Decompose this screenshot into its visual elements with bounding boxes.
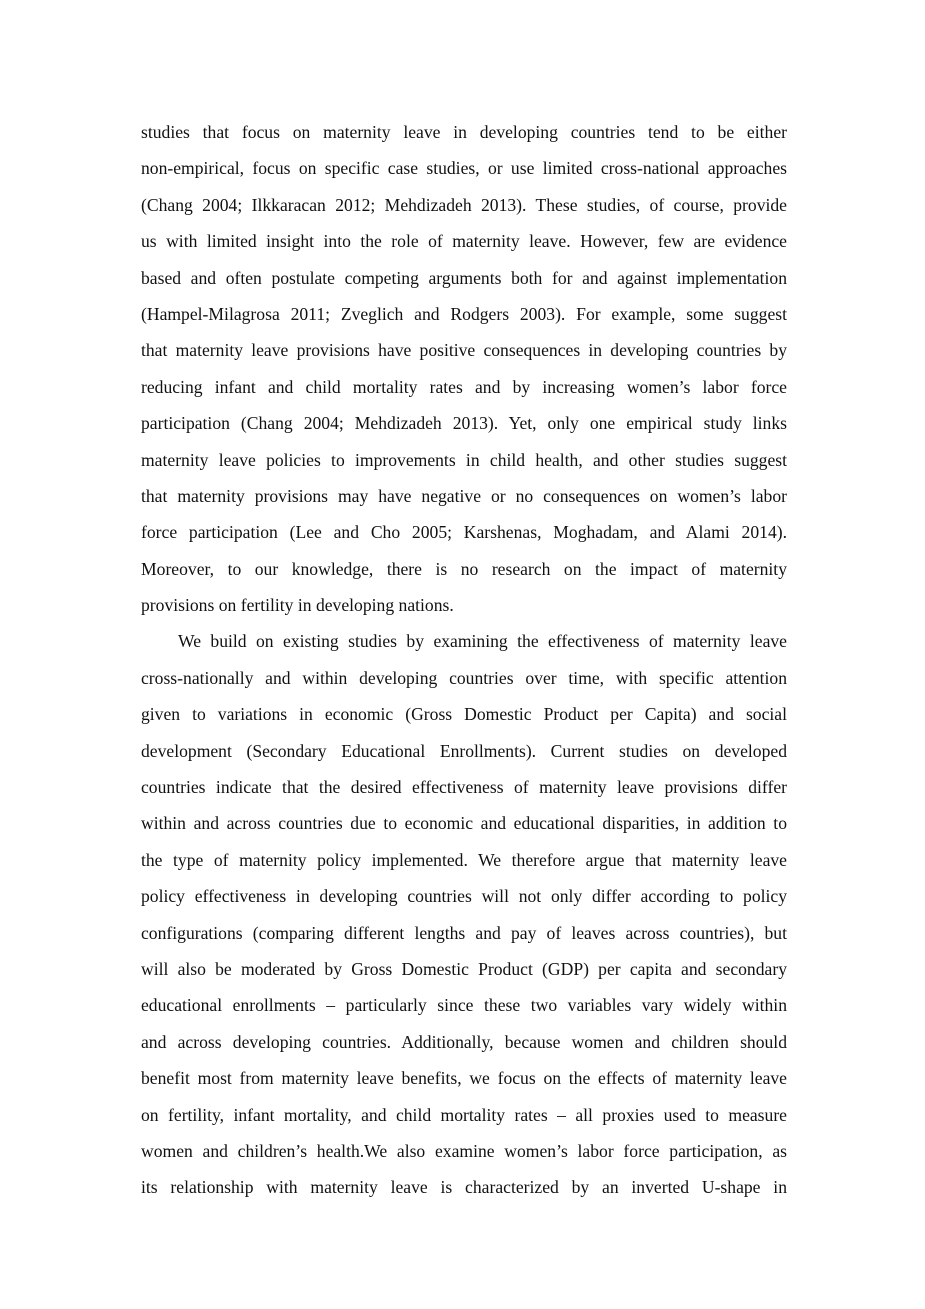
text-line: us with limited insight into the role of maternity leave. However, few are evidence xyxy=(141,231,787,252)
text-line: (Hampel-Milagrosa 2011; Zveglich and Rodgers 2003). For example, some suggest xyxy=(141,303,787,324)
text-line: on fertility, infant mortality, and child mortality rates – all proxies used to measure xyxy=(141,1104,787,1125)
text-line: (Chang 2004; Ilkkaracan 2012; Mehdizadeh 2013). These studies, of course, provide xyxy=(141,194,787,215)
text-line: force participation (Lee and Cho 2005; Karshenas, Moghadam, and Alami 2014). xyxy=(141,522,787,543)
body-text xyxy=(141,114,787,1206)
text-line: maternity leave policies to improvements in child health, and other studies suggest xyxy=(141,449,787,470)
text-line: configurations (comparing different lengths and pay of leaves across countries), but xyxy=(141,922,787,943)
text-line: that maternity provisions may have negative or no consequences on women’s labor xyxy=(141,485,787,506)
text-line: benefit most from maternity leave benefits, we focus on the effects of maternity leave xyxy=(141,1068,787,1089)
text-line: that maternity leave provisions have positive consequences in developing countries by xyxy=(141,340,787,361)
text-line: reducing infant and child mortality rates and by increasing women’s labor force xyxy=(141,376,787,397)
text-line: within and across countries due to economic and educational disparities, in addition to xyxy=(141,813,787,834)
text-line: We build on existing studies by examining the effectiveness of maternity leave xyxy=(178,631,787,652)
text-line: the type of maternity policy implemented. We therefore argue that maternity leave xyxy=(141,849,787,870)
text-line: studies that focus on maternity leave in developing countries tend to be either xyxy=(141,122,787,142)
text-line: development (Secondary Educational Enrollments). Current studies on developed xyxy=(141,740,787,761)
text-line: provisions on fertility in developing nations. xyxy=(141,595,454,616)
text-line: given to variations in economic (Gross Domestic Product per Capita) and social xyxy=(141,704,787,725)
text-line: based and often postulate competing arguments both for and against implementation xyxy=(141,267,787,288)
paragraph-2 xyxy=(141,623,787,1205)
text-line: and across developing countries. Additionally, because women and children should xyxy=(141,1031,787,1052)
text-line: countries indicate that the desired effectiveness of maternity leave provisions differ xyxy=(141,777,787,798)
text-line: educational enrollments – particularly since these two variables vary widely within xyxy=(141,995,787,1016)
text-line: policy effectiveness in developing countries will not only differ according to policy xyxy=(141,886,787,907)
text-line: Moreover, to our knowledge, there is no research on the impact of maternity xyxy=(141,558,787,579)
text-line: participation (Chang 2004; Mehdizadeh 2013). Yet, only one empirical study links xyxy=(141,413,787,434)
text-line: cross-nationally and within developing countries over time, with specific attention xyxy=(141,667,787,688)
text-line: non-empirical, focus on specific case studies, or use limited cross-national approaches xyxy=(141,158,787,179)
paragraph-1 xyxy=(141,114,787,623)
text-line: its relationship with maternity leave is characterized by an inverted U-shape in xyxy=(141,1177,787,1198)
text-line: will also be moderated by Gross Domestic Product (GDP) per capita and secondary xyxy=(141,958,787,979)
text-line: women and children’s health.We also examine women’s labor force participation, as xyxy=(141,1140,787,1161)
